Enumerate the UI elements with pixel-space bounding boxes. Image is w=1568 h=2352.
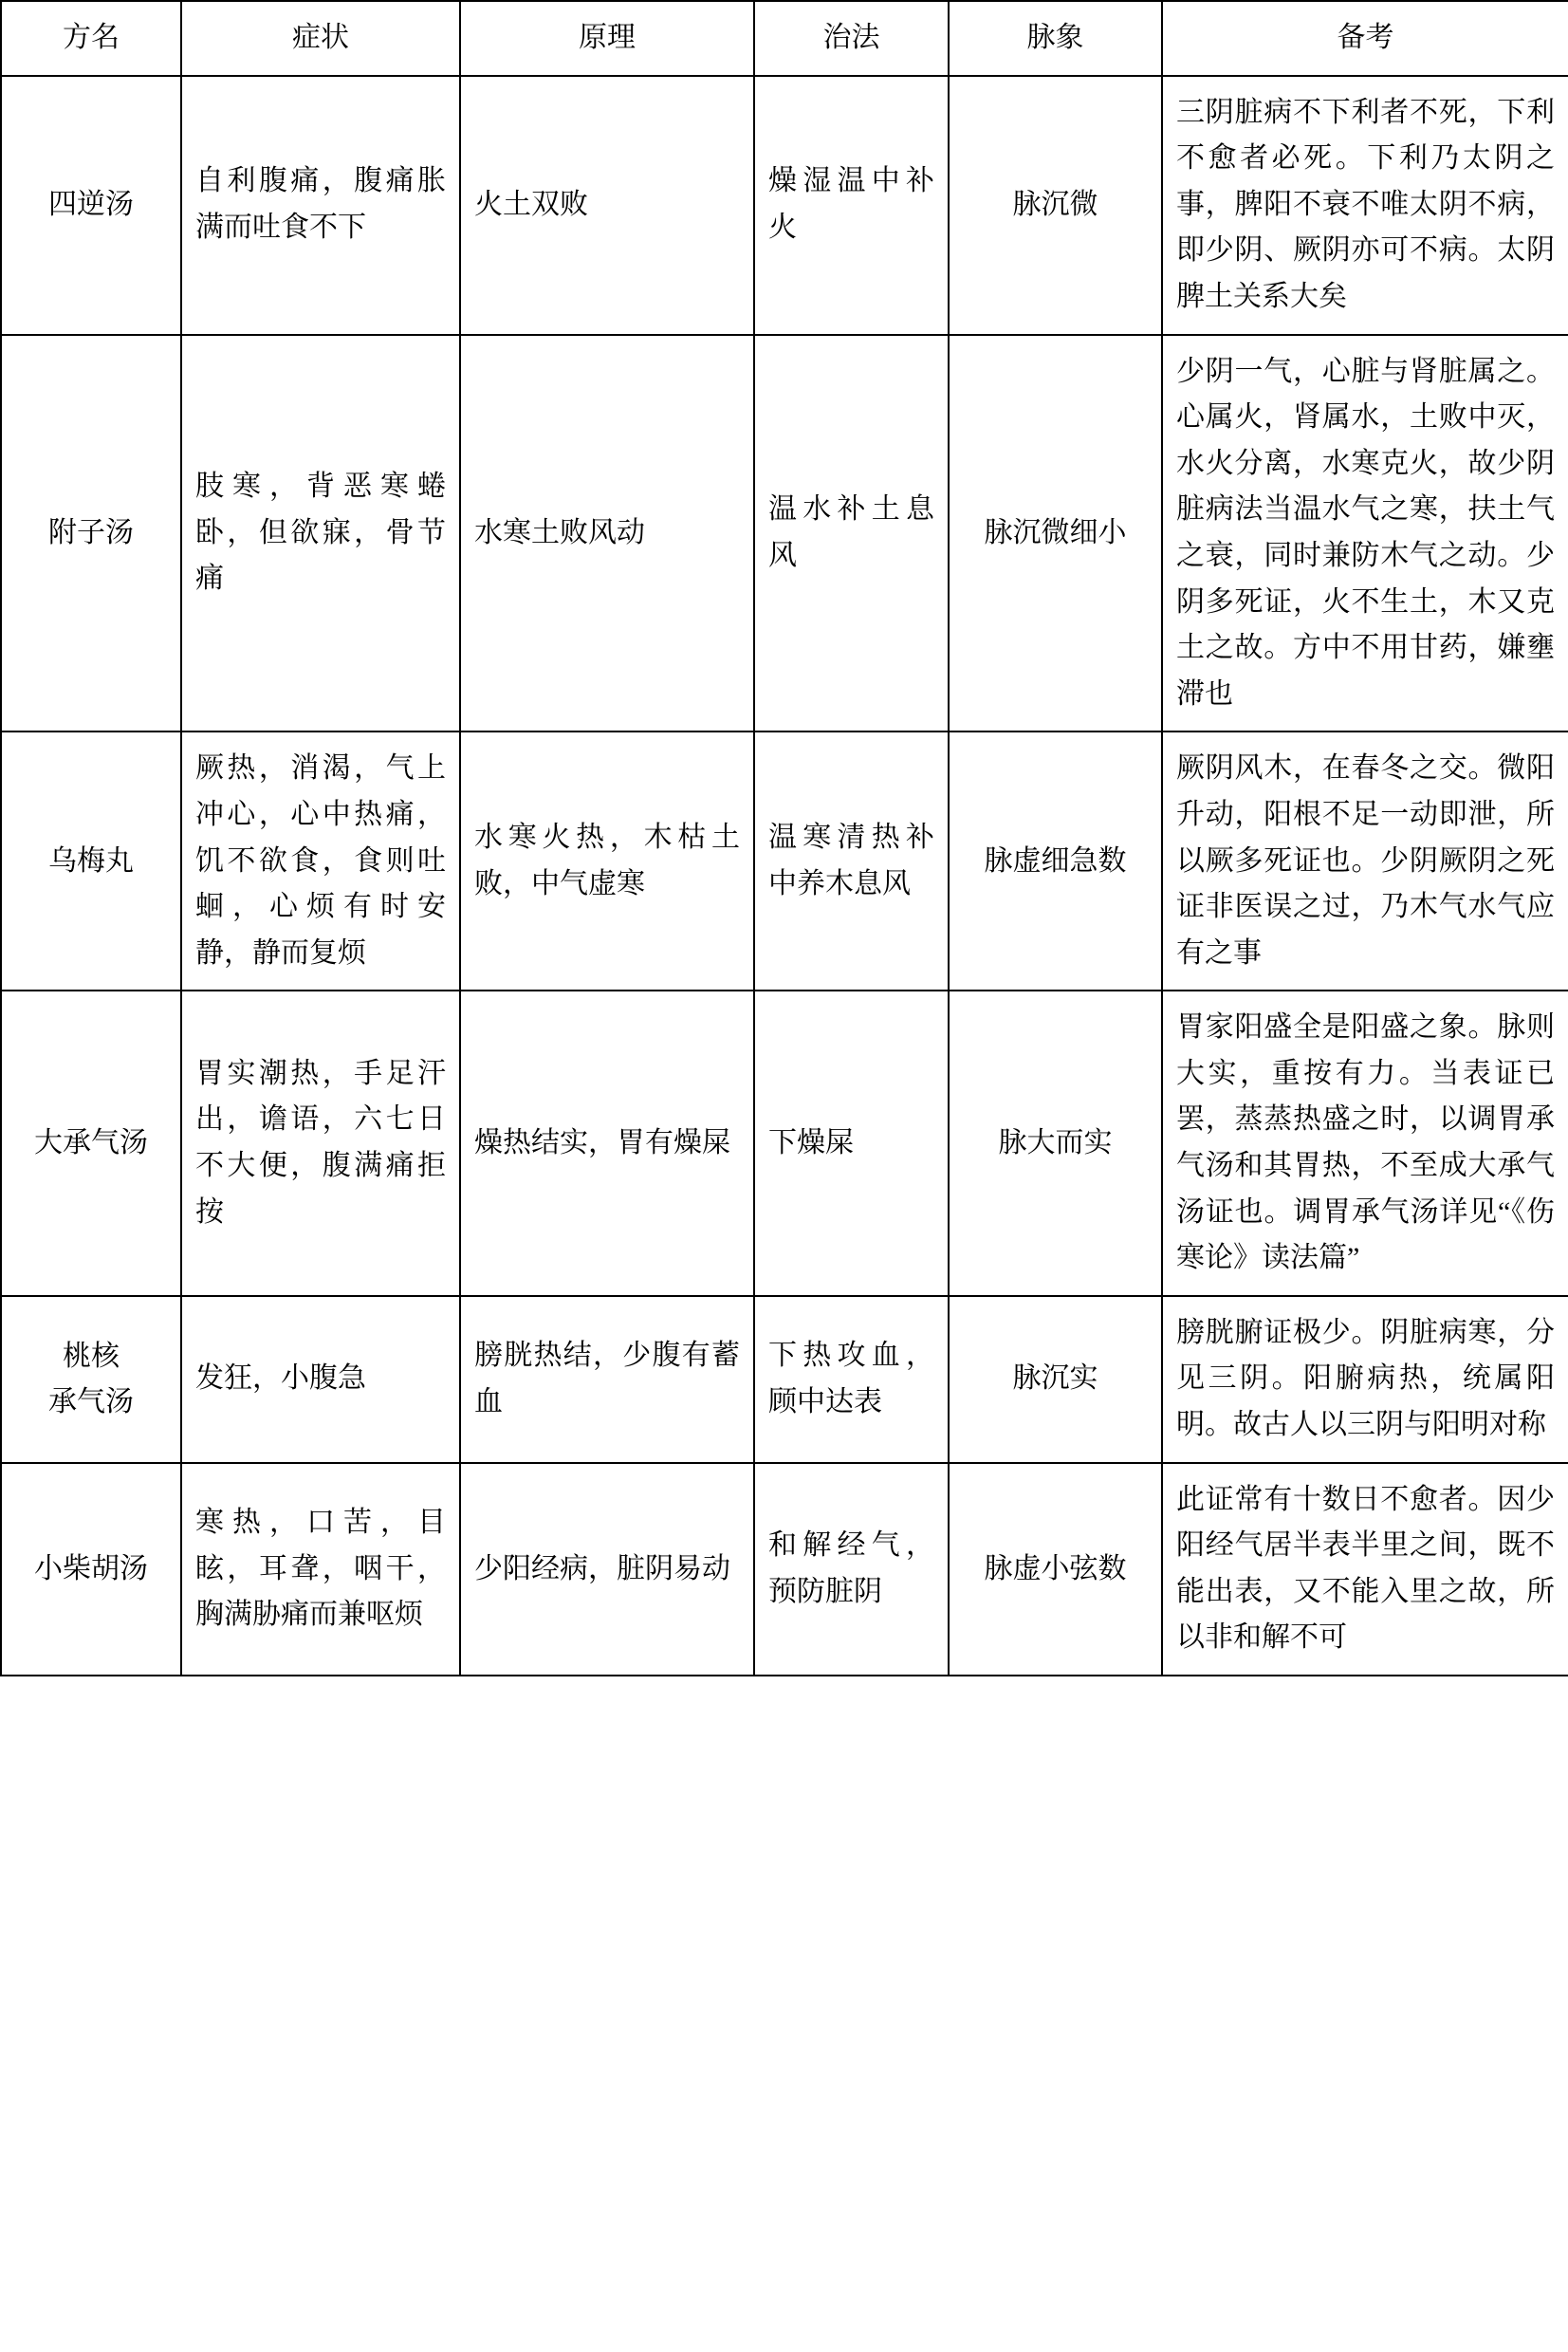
cell-principle: 膀胱热结，少腹有蓄血: [460, 1296, 754, 1463]
cell-notes: 膀胱腑证极少。阴脏病寒，分见三阴。阳腑病热，统属阳明。故古人以三阴与阳明对称: [1162, 1296, 1568, 1463]
table-row: [1, 1463, 1568, 1676]
column-header-formula-name: 方名: [1, 1, 181, 76]
cell-principle: 火土双败: [460, 76, 754, 335]
table-row: [1, 991, 1568, 1296]
formula-name-line-2: 承气汤: [48, 1385, 134, 1417]
cell-symptoms: 肢寒，背恶寒蜷卧，但欲寐，骨节痛: [181, 335, 460, 732]
cell-symptoms: 胃实潮热，手足汗出，谵语，六七日不大便，腹满痛拒按: [181, 991, 460, 1296]
column-header-symptoms: 症状: [181, 1, 460, 76]
column-header-principle: 原理: [460, 1, 754, 76]
cell-formula-name: 大承气汤: [1, 991, 181, 1296]
cell-formula-name: 小柴胡汤: [1, 1463, 181, 1676]
cell-formula-name: 乌梅丸: [1, 732, 181, 991]
table-row: [1, 335, 1568, 732]
table-row: [1, 1296, 1568, 1463]
cell-pulse: 脉虚细急数: [949, 732, 1162, 991]
cell-symptoms: 厥热，消渴，气上冲心，心中热痛，饥不欲食，食则吐蛔，心烦有时安静，静而复烦: [181, 732, 460, 991]
table-body: [1, 76, 1568, 1676]
cell-method: 下燥屎: [754, 991, 949, 1296]
cell-notes: 三阴脏病不下利者不死，下利不愈者必死。下利乃太阴之事，脾阳不衰不唯太阴不病，即少阴、厥阴亦可不病。太阴脾土关系大矣: [1162, 76, 1568, 335]
cell-formula-name: 附子汤: [1, 335, 181, 732]
cell-pulse: 脉沉微: [949, 76, 1162, 335]
cell-method: 燥湿温中补火: [754, 76, 949, 335]
table-row: [1, 76, 1568, 335]
table-header-row: [1, 1, 1568, 76]
cell-symptoms: 发狂，小腹急: [181, 1296, 460, 1463]
cell-notes: 胃家阳盛全是阳盛之象。脉则大实，重按有力。当表证已罢，蒸蒸热盛之时，以调胃承气汤和其胃热，不至成大承气汤证也。调胃承气汤详见“《伤寒论》读法篇”: [1162, 991, 1568, 1296]
cell-pulse: 脉沉实: [949, 1296, 1162, 1463]
cell-pulse: 脉沉微细小: [949, 335, 1162, 732]
cell-symptoms: 自利腹痛，腹痛胀满而吐食不下: [181, 76, 460, 335]
formula-name-line-1: 桃核: [63, 1340, 120, 1372]
table-header: [1, 1, 1568, 76]
cell-principle: 水寒土败风动: [460, 335, 754, 732]
cell-method: 和解经气，预防脏阴: [754, 1463, 949, 1676]
cell-pulse: 脉大而实: [949, 991, 1162, 1296]
cell-formula-name: 四逆汤: [1, 76, 181, 335]
cell-notes: 少阴一气，心脏与肾脏属之。心属火，肾属水，土败中灭，水火分离，水寒克火，故少阴脏病法当温水气之寒，扶土气之衰，同时兼防木气之动。少阴多死证，火不生土，木又克土之故。方中不用甘药，嫌壅滞也: [1162, 335, 1568, 732]
cell-method: 温寒清热补中养木息风: [754, 732, 949, 991]
cell-principle: 少阳经病，脏阴易动: [460, 1463, 754, 1676]
cell-formula-name: [1, 1296, 181, 1463]
table-row: [1, 732, 1568, 991]
cell-principle: 水寒火热，木枯土败，中气虚寒: [460, 732, 754, 991]
column-header-notes: 备考: [1162, 1, 1568, 76]
cell-symptoms: 寒热，口苦，目眩，耳聋，咽干，胸满胁痛而兼呕烦: [181, 1463, 460, 1676]
cell-notes: 厥阴风木，在春冬之交。微阳升动，阳根不足一动即泄，所以厥多死证也。少阴厥阴之死证非医误之过，乃木气水气应有之事: [1162, 732, 1568, 991]
cell-principle: 燥热结实，胃有燥屎: [460, 991, 754, 1296]
cell-pulse: 脉虚小弦数: [949, 1463, 1162, 1676]
cell-method: 温水补土息风: [754, 335, 949, 732]
cell-method: 下热攻血，顾中达表: [754, 1296, 949, 1463]
column-header-method: 治法: [754, 1, 949, 76]
column-header-pulse: 脉象: [949, 1, 1162, 76]
cell-notes: 此证常有十数日不愈者。因少阳经气居半表半里之间，既不能出表，又不能入里之故，所以非和解不可: [1162, 1463, 1568, 1676]
